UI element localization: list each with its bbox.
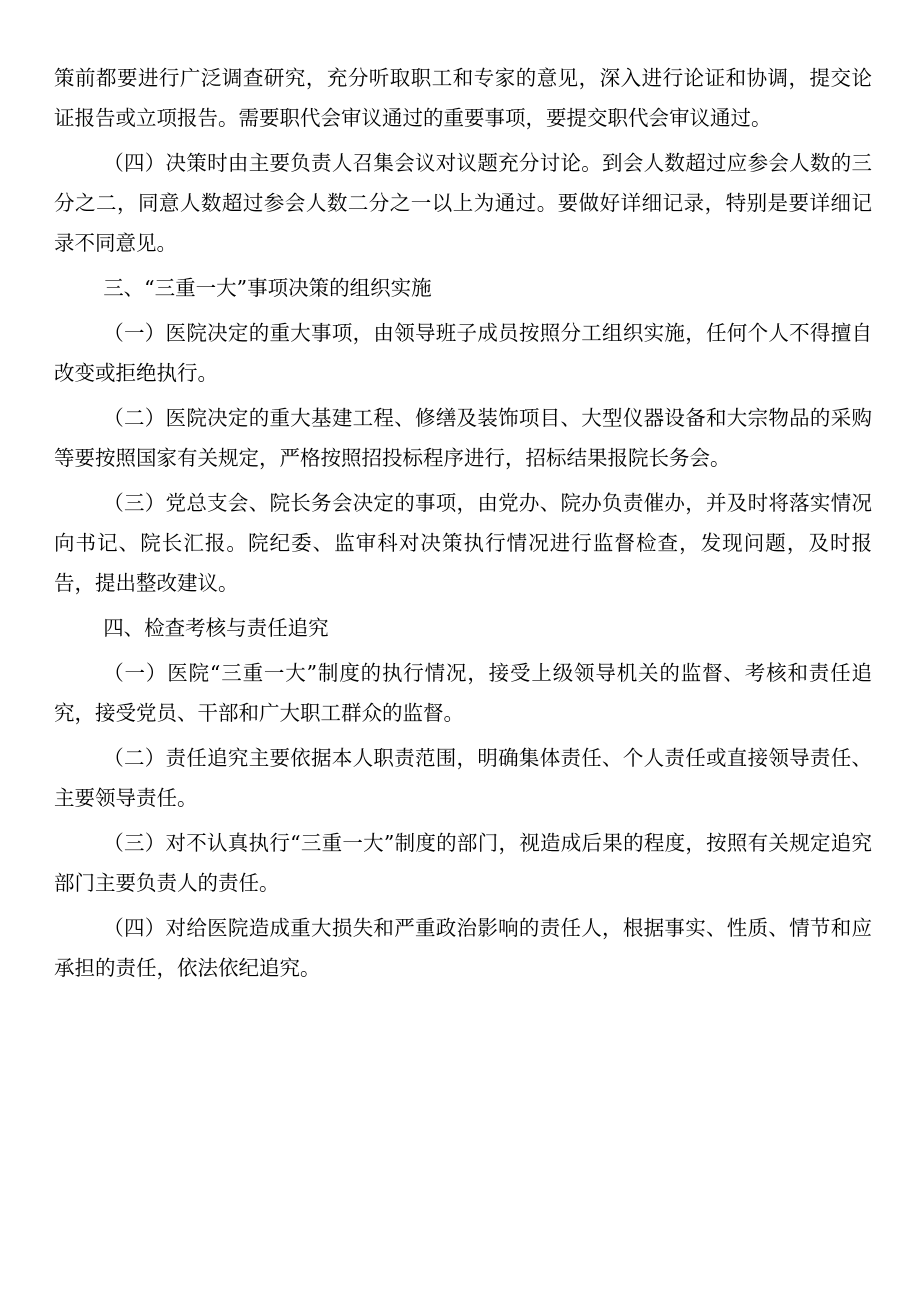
paragraph-implementation-3: （三）党总支会、院长务会决定的事项，由党办、院办负责催办，并及时将落实情况向书记、院长汇报。院纪委、监审科对决策执行情况进行监督检查，发现问题，及时报告，提出整改建议。 xyxy=(54,491,872,595)
paragraph-implementation-2: （二）医院决定的重大基建工程、修缮及装饰项目、大型仪器设备和大宗物品的采购等要按照国家有关规定，严格按照招投标程序进行，招标结果报院长务会。 xyxy=(54,406,872,470)
paragraph-decision-meeting: （四）决策时由主要负责人召集会议对议题充分讨论。到会人数超过应参会人数的三分之二，同意人数超过参会人数二分之一以上为通过。要做好详细记录，特别是要详细记录不同意见。 xyxy=(54,151,872,255)
paragraph-accountability-3: （三）对不认真执行“三重一大”制度的部门，视造成后果的程度，按照有关规定追究部门主要负责人的责任。 xyxy=(54,831,872,895)
paragraph-accountability-4: （四）对给医院造成重大损失和严重政治影响的责任人，根据事实、性质、情节和应承担的责任，依法依纪追究。 xyxy=(54,916,872,980)
section-heading-implementation: 三、“三重一大”事项决策的组织实施 xyxy=(103,276,432,300)
paragraph-continuation: 策前都要进行广泛调查研究，充分听取职工和专家的意见，深入进行论证和协调，提交论证报告或立项报告。需要职代会审议通过的重要事项，要提交职代会审议通过。 xyxy=(54,66,872,130)
paragraph-accountability-2: （二）责任追究主要依据本人职责范围，明确集体责任、个人责任或直接领导责任、主要领导责任。 xyxy=(54,746,872,810)
document-page xyxy=(54,58,872,993)
paragraph-accountability-1: （一）医院“三重一大”制度的执行情况，接受上级领导机关的监督、考核和责任追究，接受党员、干部和广大职工群众的监督。 xyxy=(54,661,872,725)
paragraph-implementation-1: （一）医院决定的重大事项，由领导班子成员按照分工组织实施，任何个人不得擅自改变或拒绝执行。 xyxy=(54,321,872,385)
section-heading-accountability: 四、检查考核与责任追究 xyxy=(103,616,329,640)
